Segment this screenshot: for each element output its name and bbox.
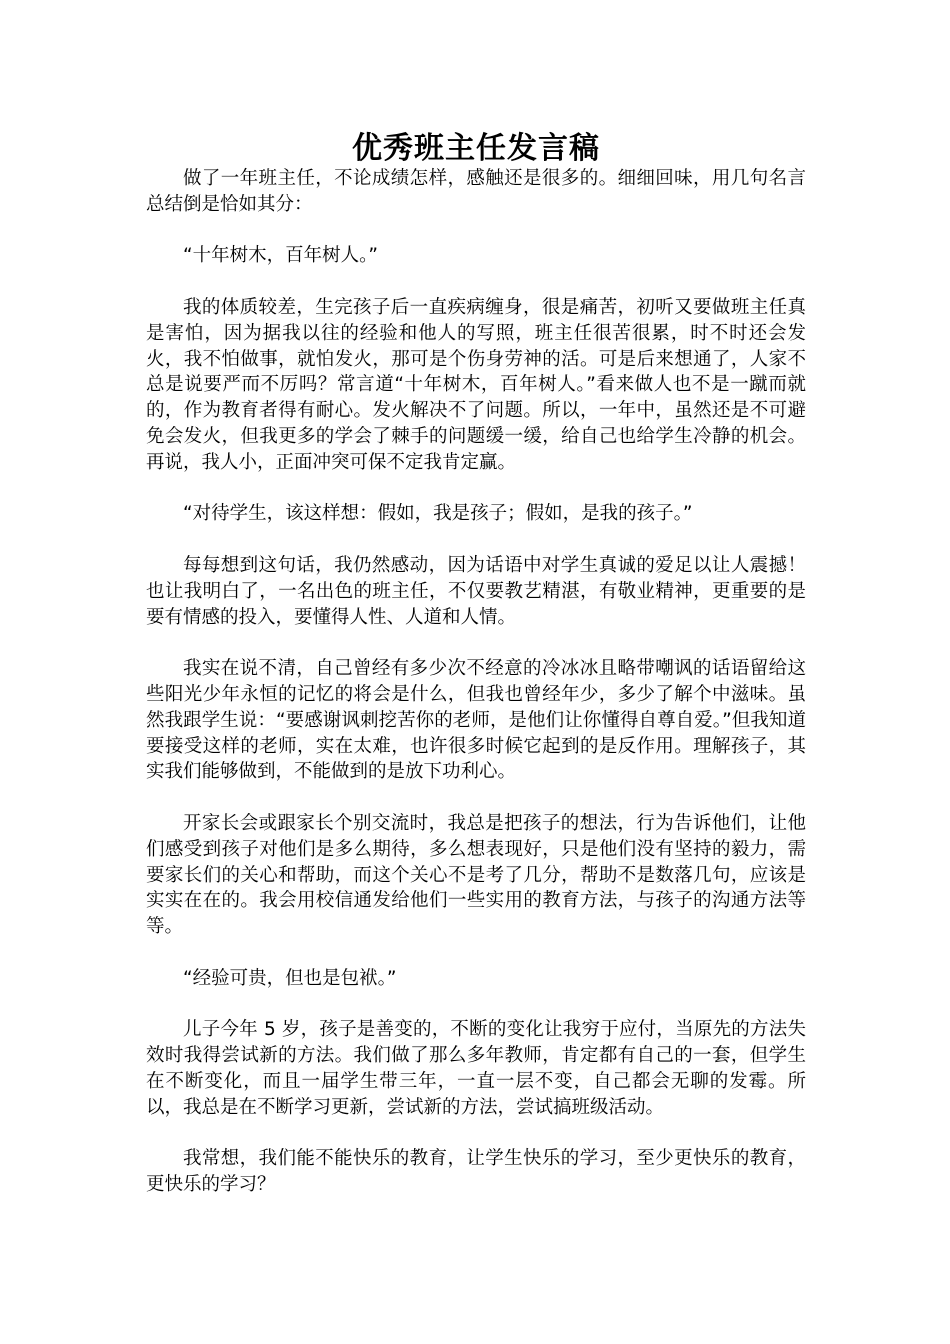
paragraph-gap	[146, 992, 806, 1018]
paragraph-gap	[146, 527, 806, 553]
paragraph-gap	[146, 785, 806, 811]
paragraph-gap	[146, 476, 806, 502]
paragraph-body-4: 开家长会或跟家长个别交流时，我总是把孩子的想法，行为告诉他们，让他们感受到孩子对他们是多么期待，多么想表现好，只是他们没有坚持的毅力，需要家长们的关心和帮助，而这个关心不是考了几分，帮助不是数落几句，应该是实实在在的。我会用校信通发给他们一些实用的教育方法，与孩子的沟通方法等等。	[146, 812, 806, 938]
document-title: 优秀班主任发言稿	[352, 131, 600, 166]
paragraph-intro: 做了一年班主任，不论成绩怎样，感触还是很多的。细细回味，用几句名言总结倒是恰如其分：	[146, 168, 806, 215]
paragraph-body-2: 每每想到这句话，我仍然感动，因为话语中对学生真诚的爱足以让人震撼！也让我明白了，一名出色的班主任，不仅要教艺精湛，有敬业精神，更重要的是要有情感的投入，要懂得人性、人道和人情。	[146, 554, 806, 628]
paragraph-closing: 我常想，我们能不能快乐的教育，让学生快乐的学习，至少更快乐的教育，更快乐的学习？	[146, 1148, 806, 1196]
paragraph-body-5: 儿子今年 5 岁，孩子是善变的，不断的变化让我穷于应付，当原先的方法失效时我得尝试新的方法。我们做了那么多年教师，肯定都有自己的一套，但学生在不断变化，而且一届学生带三年，一直一层不变，自己都会无聊的发霉。所以，我总是在不断学习更新，尝试新的方法，尝试搞班级活动。	[146, 1019, 806, 1118]
paragraph-gap	[146, 940, 806, 966]
paragraph-gap	[146, 269, 806, 295]
document-page	[146, 128, 806, 1198]
quote-2: “对待学生，该这样想：假如，我是孩子；假如，是我的孩子。”	[183, 503, 693, 525]
paragraph-gap	[146, 218, 806, 244]
paragraph-gap	[146, 630, 806, 656]
paragraph-body-3: 我实在说不清，自己曾经有多少次不经意的冷冰冰且略带嘲讽的话语留给这些阳光少年永恒的记忆的将会是什么，但我也曾经年少，多少了解个中滋味。虽然我跟学生说：“要感谢讽刺挖苦你的老师，是他们让你懂得自尊自爱。”但我知道要接受这样的老师，实在太难，也许很多时候它起到的是反作用。理解孩子，其实我们能够做到，不能做到的是放下功利心。	[146, 658, 806, 783]
quote-3: “经验可贵，但也是包袱。”	[183, 967, 397, 989]
quote-1: “十年树木，百年树人。”	[183, 245, 378, 267]
paragraph-body-1: 我的体质较差，生完孩子后一直疾病缠身，很是痛苦，初听又要做班主任真是害怕，因为据我以往的经验和他人的写照，班主任很苦很累，时不时还会发火，我不怕做事，就怕发火，那可是个伤身劳神的活。可是后来想通了，人家不总是说要严而不厉吗？常言道“十年树木，百年树人。”看来做人也不是一蹴而就的，作为教育者得有耐心。发火解决不了问题。所以，一年中，虽然还是不可避免会发火，但我更多的学会了棘手的问题缓一缓，给自己也给学生冷静的机会。再说，我人小，正面冲突可保不定我肯定赢。	[146, 296, 806, 473]
paragraph-gap	[146, 1120, 806, 1146]
